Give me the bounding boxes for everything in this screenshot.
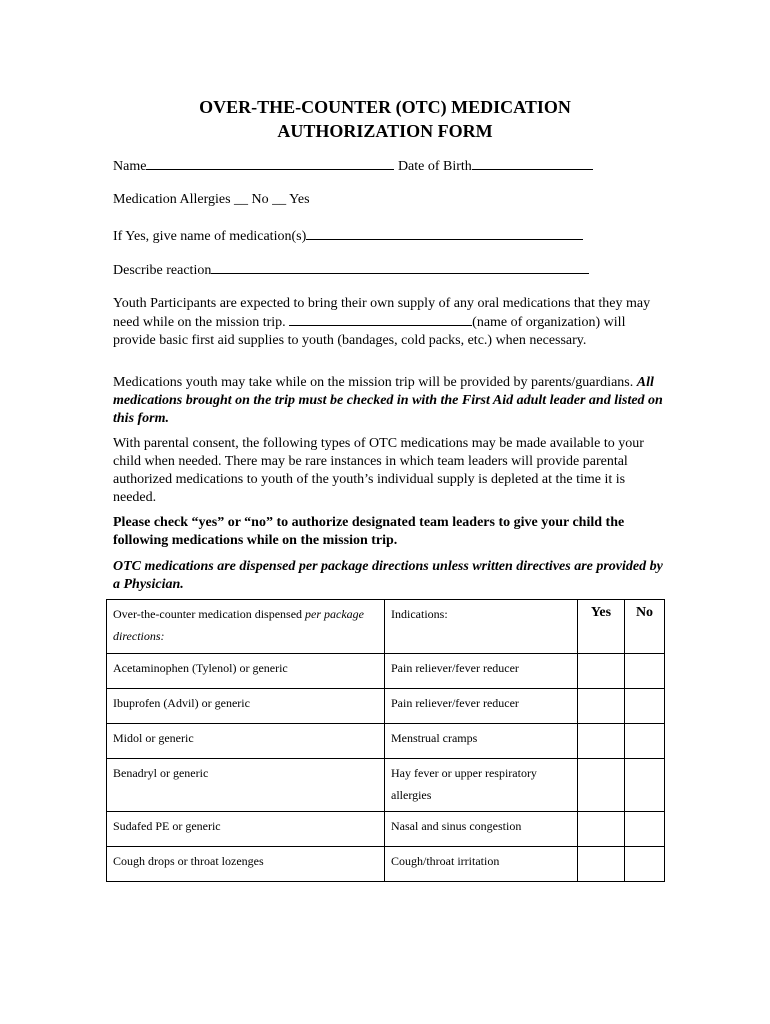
medication-names-field[interactable] xyxy=(306,226,583,240)
reaction-field[interactable] xyxy=(211,260,589,274)
table-row xyxy=(107,847,665,882)
no-checkbox-cell[interactable] xyxy=(625,759,665,812)
table-row xyxy=(107,759,665,812)
title-line-2: AUTHORIZATION FORM xyxy=(277,121,493,141)
yes-checkbox-cell[interactable] xyxy=(578,689,625,724)
form-title xyxy=(0,95,770,143)
paragraph-supplies xyxy=(113,295,663,350)
indication-cell: Menstrual cramps xyxy=(385,724,578,759)
no-checkbox-cell[interactable] xyxy=(625,847,665,882)
yes-checkbox-cell[interactable] xyxy=(578,812,625,847)
no-header: No xyxy=(625,600,665,654)
yes-checkbox-cell[interactable] xyxy=(578,759,625,812)
describe-label: Describe reaction xyxy=(113,263,212,278)
organization-field[interactable] xyxy=(289,313,472,326)
medication-cell: Ibuprofen (Advil) or generic xyxy=(107,689,385,724)
no-checkbox-cell[interactable] xyxy=(625,812,665,847)
medication-cell: Sudafed PE or generic xyxy=(107,812,385,847)
if-yes-label: If Yes, give name of medication(s) xyxy=(113,229,307,244)
p2-text-a: Medications youth may take while on the mission trip will be provided by parents/guardians. xyxy=(113,375,634,390)
paragraph-instructions: Please check “yes” or “no” to authorize designated team leaders to give your child the following medications while on the mission trip. xyxy=(113,515,625,548)
medication-cell: Midol or generic xyxy=(107,724,385,759)
yes-header: Yes xyxy=(578,600,625,654)
indication-cell: Nasal and sinus congestion xyxy=(385,812,578,847)
allergies-label: Medication Allergies __ No __ Yes xyxy=(113,192,310,207)
medication-table xyxy=(106,599,665,882)
table-row xyxy=(107,654,665,689)
name-dob-row xyxy=(113,156,593,176)
yes-checkbox-cell[interactable] xyxy=(578,847,625,882)
indication-cell: Pain reliever/fever reducer xyxy=(385,689,578,724)
table-row xyxy=(107,724,665,759)
medication-cell: Acetaminophen (Tylenol) or generic xyxy=(107,654,385,689)
indication-cell: Cough/throat irritation xyxy=(385,847,578,882)
name-label: Name xyxy=(113,159,147,174)
title-line-1: OVER-THE-COUNTER (OTC) MEDICATION xyxy=(199,97,571,117)
indications-header: Indications: xyxy=(385,600,578,654)
if-yes-row xyxy=(113,226,583,246)
p1-text-b: (name of organization) will provide basic first aid supplies to youth (bandages, cold packs, etc.) when necessary. xyxy=(113,315,626,348)
dob-field[interactable] xyxy=(472,156,593,170)
dob-label: Date of Birth xyxy=(397,159,472,174)
name-field[interactable] xyxy=(146,156,394,170)
table-row xyxy=(107,812,665,847)
medication-cell: Cough drops or throat lozenges xyxy=(107,847,385,882)
paragraph-dispensing: OTC medications are dispensed per package directions unless written directives are provided by a Physician. xyxy=(113,559,663,592)
medication-header: Over-the-counter medication dispensed per package directions: xyxy=(107,600,385,654)
yes-checkbox-cell[interactable] xyxy=(578,724,625,759)
indication-cell: Hay fever or upper respiratory allergies xyxy=(385,759,578,812)
table-row xyxy=(107,689,665,724)
no-checkbox-cell[interactable] xyxy=(625,724,665,759)
indication-cell: Pain reliever/fever reducer xyxy=(385,654,578,689)
p1-text-a: Youth Participants are expected to bring their own supply of any oral medications that they may need while on the mission trip. xyxy=(113,296,651,330)
medication-cell: Benadryl or generic xyxy=(107,759,385,812)
paragraph-consent: With parental consent, the following types of OTC medications may be made available to your child when needed. There may be rare instances in which team leaders will provide parental authorized medications to youth of the youth’s individual supply is depleted at the time it is needed. xyxy=(113,436,644,505)
table-header-row xyxy=(107,600,665,654)
describe-row xyxy=(113,260,589,280)
allergies-row xyxy=(113,191,310,209)
yes-checkbox-cell[interactable] xyxy=(578,654,625,689)
p2-text-b: All medications brought on the trip must be checked in with the First Aid adult leader and listed on this form. xyxy=(113,375,663,426)
paragraph-provision xyxy=(113,374,663,428)
no-checkbox-cell[interactable] xyxy=(625,689,665,724)
no-checkbox-cell[interactable] xyxy=(625,654,665,689)
